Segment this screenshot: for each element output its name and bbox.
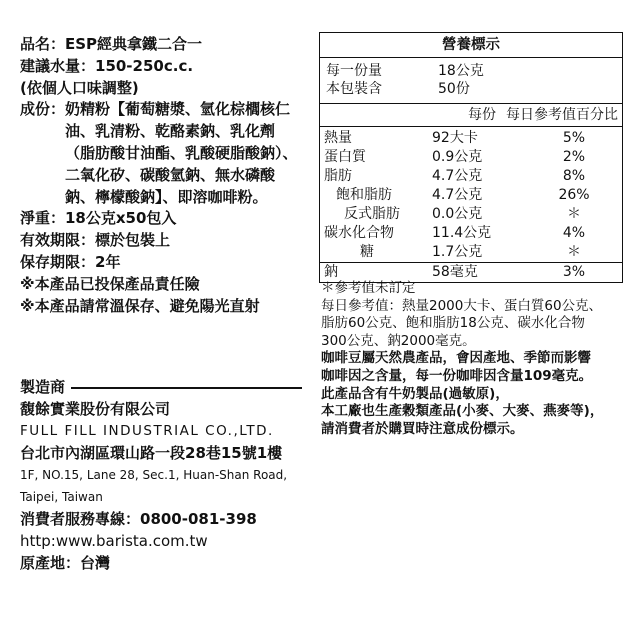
nutrition-title: 營養標示 <box>320 33 622 58</box>
nutrient-daily-pct: ＊ <box>567 206 581 222</box>
nutrition-column-header <box>320 104 622 127</box>
note-daily-reference-3: 300公克、鈉2000毫克。 <box>321 332 476 349</box>
nutrient-row-fat <box>324 167 622 186</box>
product-name: 品名：ESP經典拿鐵二合一 <box>20 35 203 53</box>
ingredients <box>20 99 302 208</box>
nutrient-daily-pct: ＊ <box>567 244 581 260</box>
nutrient-row-sugar <box>324 243 622 262</box>
note-daily-reference-2: 脂肪60公克、飽和脂肪18公克、碳水化合物 <box>321 315 585 332</box>
nutrient-row-energy <box>324 129 622 148</box>
nutrition-rows <box>320 127 622 282</box>
country-of-origin: 原產地：台灣 <box>20 554 111 572</box>
nutrition-notes <box>321 280 623 438</box>
manufacturer-address-en-2: Taipei, Taiwan <box>20 490 103 504</box>
product-info <box>20 34 302 317</box>
note-allergen-3: 請消費者於購買時注意成份標示。 <box>321 420 524 437</box>
nutrient-value: 4.7公克 <box>432 168 483 184</box>
ingredients-text: 奶精粉【葡萄糖漿、氫化棕櫚核仁油、乳清粉、乾酪素鈉、乳化劑（脂肪酸甘油酯、乳酸硬脂酸鈉）、二氧化矽、碳酸氫鈉、無水磷酸鈉、檸檬酸鈉】、即溶咖啡粉。 <box>65 100 298 206</box>
manufacturer-block <box>20 376 302 574</box>
nutrient-name: 鈉 <box>324 264 338 280</box>
website-url: http:www.barista.com.tw <box>20 532 208 550</box>
nutrient-name: 蛋白質 <box>324 149 366 165</box>
nutrient-daily-pct: 4% <box>562 225 586 241</box>
nutrient-daily-pct: 8% <box>562 168 586 184</box>
note-caffeine-2: 咖啡因之含量，每一份咖啡因含量109毫克。 <box>321 367 593 384</box>
service-hotline: 消費者服務專線：0800-081-398 <box>20 510 257 528</box>
nutrient-name: 反式脂肪 <box>344 206 400 222</box>
manufacturer-heading <box>20 376 302 398</box>
nutrient-value: 58毫克 <box>432 264 478 280</box>
servings-per-package-value: 50份 <box>438 81 470 97</box>
daily-value-header: 每日參考值百分比 <box>506 107 618 123</box>
nutrient-value: 0.9公克 <box>432 149 483 165</box>
note-allergen-2: 本工廠也生產穀類產品(小麥、大麥、燕麥等)， <box>321 403 604 420</box>
nutrient-daily-pct: 3% <box>562 264 586 280</box>
nutrient-row-protein <box>324 148 622 167</box>
water-note: (依個人口味調整) <box>20 78 139 97</box>
nutrient-name: 糖 <box>360 244 374 260</box>
nutrient-daily-pct: 5% <box>562 130 586 146</box>
insurance-note: ※本產品已投保產品責任險 <box>20 274 200 293</box>
serving-size-value: 18公克 <box>438 63 484 79</box>
nutrient-name: 脂肪 <box>324 168 352 184</box>
nutrient-name: 飽和脂肪 <box>336 187 392 203</box>
nutrient-daily-pct: 26% <box>558 187 590 203</box>
nutrient-daily-pct: 2% <box>562 149 586 165</box>
nutrient-value: 11.4公克 <box>432 225 492 241</box>
nutrient-value: 0.0公克 <box>432 206 483 222</box>
manufacturer-address-en-1: 1F, NO.15, Lane 28, Sec.1, Huan-Shan Road, <box>20 468 288 482</box>
manufacturer-heading-label: 製造商 <box>20 378 66 396</box>
shelf-life: 保存期限：2年 <box>20 252 121 271</box>
heading-divider <box>71 387 302 389</box>
nutrient-value: 1.7公克 <box>432 244 483 260</box>
serving-size-label: 每一份量 <box>326 63 382 79</box>
net-weight: 淨重：18公克x50包入 <box>20 209 177 228</box>
nutrient-row-carbohydrate <box>324 224 622 243</box>
serving-size-row <box>326 62 622 80</box>
nutrient-value: 4.7公克 <box>432 187 483 203</box>
nutrient-row-saturated-fat <box>324 186 622 205</box>
nutrient-name: 碳水化合物 <box>324 225 394 241</box>
per-serving-header: 每份 <box>468 107 496 123</box>
note-daily-reference-1: 每日參考值：熱量2000大卡、蛋白質60公克、 <box>321 297 603 314</box>
nutrient-row-sodium <box>320 262 622 282</box>
nutrition-table <box>319 32 623 283</box>
manufacturer-name-zh: 馥餘實業股份有限公司 <box>20 400 171 418</box>
note-caffeine-1: 咖啡豆屬天然農產品，會因產地、季節而影響 <box>321 350 591 367</box>
nutrient-row-trans-fat <box>324 205 622 224</box>
servings-per-package-row <box>326 80 622 98</box>
nutrient-name: 熱量 <box>324 130 352 146</box>
manufacturer-address-zh: 台北市內湖區環山路一段28巷15號1樓 <box>20 444 283 462</box>
ingredients-label: 成份： <box>20 100 66 119</box>
serving-info <box>320 58 622 104</box>
expiry-date: 有效期限：標於包裝上 <box>20 231 171 250</box>
storage-note: ※本產品請常溫保存、避免陽光直射 <box>20 296 260 315</box>
note-reference-undefined: ＊參考值未訂定 <box>321 280 416 296</box>
manufacturer-name-en: FULL FILL INDUSTRIAL CO.,LTD. <box>20 423 274 439</box>
note-allergen-1: 此產品含有牛奶製品(過敏原)， <box>321 385 509 402</box>
nutrient-value: 92大卡 <box>432 130 478 146</box>
water-amount: 建議水量：150-250c.c. <box>20 56 194 75</box>
servings-per-package-label: 本包裝含 <box>326 81 382 97</box>
